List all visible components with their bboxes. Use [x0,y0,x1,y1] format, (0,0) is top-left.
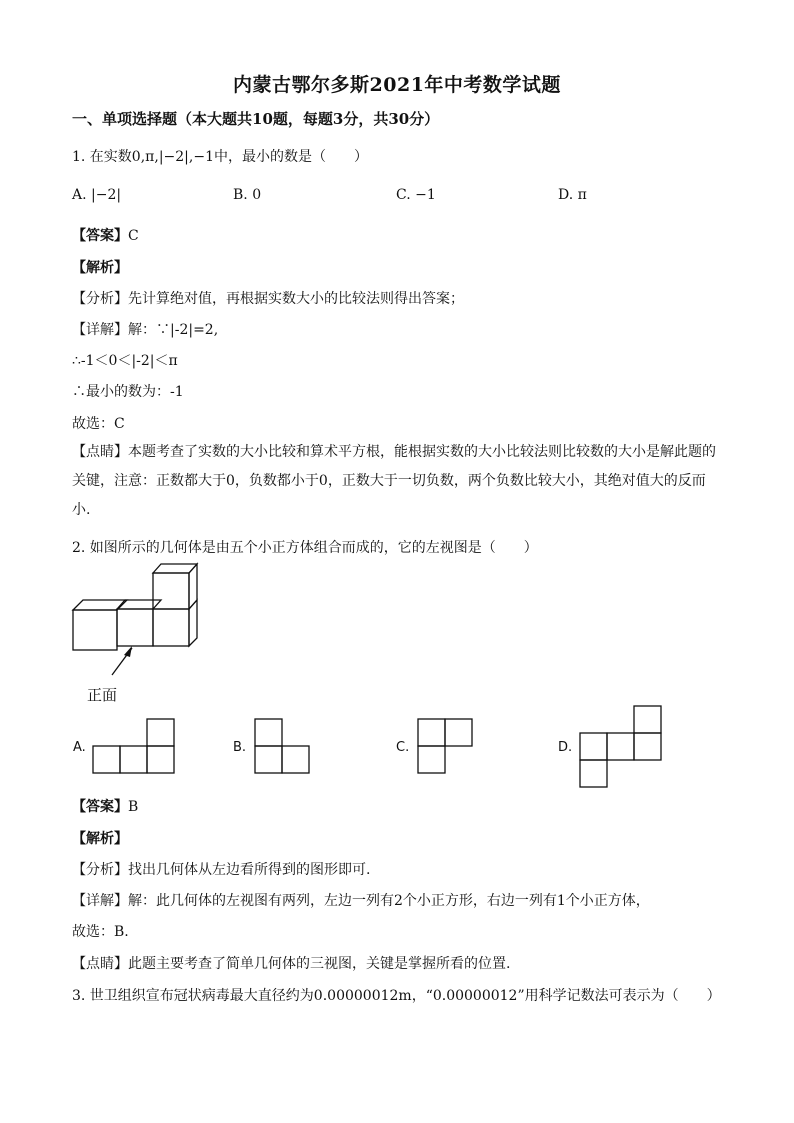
q1-answer-row [72,225,139,245]
option-c-figure [417,718,475,776]
q2-choose: 故选：B. [72,924,129,940]
q1-option-b: B. 0 [233,187,262,203]
q2-option-b: B. [233,740,247,755]
q2-fenxi: 【分析】找出几何体从左边看所得到的图形即可. [72,862,371,878]
q2-option-d: D. [558,740,573,755]
section-heading: 一、单项选择题（本大题共10题，每题3分，共30分） [72,110,440,128]
solid-figure [68,560,208,690]
q2-option-c: C. [396,740,410,755]
q1-option-a: A. |−2| [72,187,122,203]
q2-stem: 2. 如图所示的几何体是由五个小正方体组合而成的，它的左视图是（ ） [72,540,538,556]
q1-detail-2: ∴-1＜0＜|-2|＜π [72,353,178,369]
option-b-figure [254,718,312,776]
answer-label: 【答案】 [72,228,128,244]
front-label: 正面 [87,686,118,704]
q1-detail-1: 【详解】解：∵|-2|=2, [72,322,219,338]
q2-detail: 【详解】解：此几何体的左视图有两列，左边一列有2个小正方形，右边一列有1个小正方体， [72,893,650,909]
q2-option-a: A. [73,740,86,755]
answer-label: 【答案】 [72,799,128,815]
page-title: 内蒙古鄂尔多斯2021年中考数学试题 [233,74,561,96]
answer-value: C [128,228,139,244]
q1-fenxi: 【分析】先计算绝对值，再根据实数大小的比较法则得出答案； [72,291,464,307]
analysis-label: 【解析】 [72,831,128,847]
q2-answer-row [72,796,138,816]
analysis-label: 【解析】 [72,260,128,276]
q1-option-d: D. π [558,187,587,203]
answer-value: B [128,799,139,815]
q1-comment: 【点睛】本题考查了实数的大小比较和算术平方根，能根据实数的大小比较法则比较数的大小是解此题的关键，注意：正数都大于0，负数都小于0，正数大于一切负数，两个负数比较大小，其绝对值大的反而小. [72,444,716,518]
q3-stem: 3. 世卫组织宣布冠状病毒最大直径约为0.00000012m，“0.00000012”用科学记数法可表示为（ ） [72,988,721,1004]
q2-comment: 【点睛】此题主要考查了简单几何体的三视图，关键是掌握所看的位置. [72,956,511,972]
option-a-figure [92,718,176,776]
q1-choose: 故选：C [72,416,125,432]
q1-detail-3: ∴最小的数为：-1 [72,384,184,400]
q1-stem: 1. 在实数0,π,|−2|,−1中，最小的数是（ ） [72,149,368,165]
option-d-figure [579,705,663,789]
q1-option-c: C. −1 [396,187,436,203]
